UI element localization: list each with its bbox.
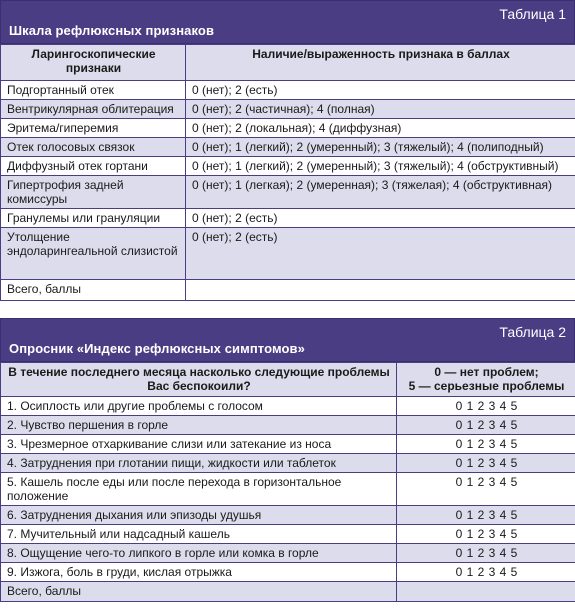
table-row bbox=[1, 582, 575, 602]
scale-option[interactable]: 0 bbox=[455, 475, 463, 489]
table-2 bbox=[0, 362, 575, 602]
scale-option[interactable]: 1 bbox=[466, 546, 474, 560]
table-2-body bbox=[1, 397, 575, 602]
scale-option[interactable]: 4 bbox=[499, 565, 507, 579]
score-cell: 0 (нет); 1 (легкий); 2 (умеренный); 3 (тяжелый); 4 (обструктивный) bbox=[186, 157, 575, 176]
question-cell: 1. Осиплость или другие проблемы с голосом bbox=[1, 397, 397, 416]
scale-option[interactable]: 2 bbox=[477, 437, 485, 451]
scale-option[interactable]: 0 bbox=[455, 565, 463, 579]
scale-option[interactable]: 3 bbox=[488, 475, 496, 489]
sign-cell: Подгортанный отек bbox=[1, 81, 186, 100]
scale-option[interactable]: 3 bbox=[488, 546, 496, 560]
table-row bbox=[1, 228, 575, 280]
table-row bbox=[1, 416, 575, 435]
scale-option[interactable]: 2 bbox=[477, 565, 485, 579]
scale-option[interactable]: 1 bbox=[466, 508, 474, 522]
sign-cell: Диффузный отек гортани bbox=[1, 157, 186, 176]
sign-cell: Всего, баллы bbox=[1, 280, 186, 301]
scale-option[interactable]: 1 bbox=[466, 475, 474, 489]
scale-cell bbox=[397, 525, 575, 544]
table-2-number: Таблица 2 bbox=[499, 324, 566, 340]
scale-option[interactable]: 3 bbox=[488, 399, 496, 413]
question-cell: 3. Чрезмерное отхаркивание слизи или затекание из носа bbox=[1, 435, 397, 454]
scale-option[interactable]: 1 bbox=[466, 418, 474, 432]
table-row bbox=[1, 119, 575, 138]
scale-option[interactable]: 5 bbox=[510, 546, 518, 560]
scale-option[interactable]: 4 bbox=[499, 527, 507, 541]
score-cell: 0 (нет); 1 (легкая); 2 (умеренная); 3 (тяжелая); 4 (обструктивная) bbox=[186, 176, 575, 209]
scale-option[interactable]: 4 bbox=[499, 508, 507, 522]
question-cell: 5. Кашель после еды или после перехода в горизонтальное положение bbox=[1, 473, 397, 506]
table-2-col1-header: В течение последнего месяца насколько следующие проблемы Вас беспокоили? bbox=[1, 363, 397, 397]
scale-cell bbox=[397, 454, 575, 473]
table-1-header bbox=[0, 0, 575, 44]
scale-cell bbox=[397, 435, 575, 454]
scale-option[interactable]: 5 bbox=[510, 527, 518, 541]
table-row bbox=[1, 454, 575, 473]
score-cell bbox=[186, 280, 575, 301]
scale-option[interactable]: 1 bbox=[466, 527, 474, 541]
scale-cell bbox=[397, 506, 575, 525]
scale-option[interactable]: 4 bbox=[499, 399, 507, 413]
score-cell: 0 (нет); 2 (есть) bbox=[186, 228, 575, 280]
scale-option[interactable]: 1 bbox=[466, 565, 474, 579]
table-1-col1-header: Ларингоскопические признаки bbox=[1, 45, 186, 81]
table-row bbox=[1, 525, 575, 544]
sign-cell: Гранулемы или грануляции bbox=[1, 209, 186, 228]
scale-option[interactable]: 2 bbox=[477, 399, 485, 413]
scale-option[interactable]: 3 bbox=[488, 456, 496, 470]
table-row bbox=[1, 280, 575, 301]
table-1-title: Шкала рефлюксных признаков bbox=[9, 23, 215, 38]
scale-option[interactable]: 0 bbox=[455, 399, 463, 413]
scale-cell bbox=[397, 582, 575, 602]
scale-cell bbox=[397, 563, 575, 582]
table-2-col2-header-line1: 0 — нет проблем; bbox=[434, 365, 539, 379]
scale-option[interactable]: 2 bbox=[477, 475, 485, 489]
scale-option[interactable]: 3 bbox=[488, 565, 496, 579]
question-cell: 2. Чувство першения в горле bbox=[1, 416, 397, 435]
question-cell: 8. Ощущение чего-то липкого в горле или комка в горле bbox=[1, 544, 397, 563]
sign-cell: Отек голосовых связок bbox=[1, 138, 186, 157]
scale-option[interactable]: 3 bbox=[488, 418, 496, 432]
score-cell: 0 (нет); 2 (есть) bbox=[186, 209, 575, 228]
score-cell: 0 (нет); 2 (частичная); 4 (полная) bbox=[186, 100, 575, 119]
table-2-block bbox=[0, 318, 575, 616]
scale-option[interactable]: 5 bbox=[510, 456, 518, 470]
question-cell: 4. Затруднения при глотании пищи, жидкости или таблеток bbox=[1, 454, 397, 473]
table-1-body bbox=[1, 81, 575, 301]
table-row bbox=[1, 397, 575, 416]
table-row bbox=[1, 209, 575, 228]
scale-option[interactable]: 2 bbox=[477, 527, 485, 541]
scale-cell bbox=[397, 397, 575, 416]
scale-option[interactable]: 2 bbox=[477, 546, 485, 560]
table-row bbox=[1, 138, 575, 157]
table-row bbox=[1, 176, 575, 209]
scale-option[interactable]: 2 bbox=[477, 418, 485, 432]
sign-cell: Утолщение эндоларингеальной слизистой bbox=[1, 228, 186, 280]
question-cell: 6. Затруднения дыхания или эпизоды удушья bbox=[1, 506, 397, 525]
table-2-col2-header-line2: 5 — серьезные проблемы bbox=[408, 379, 565, 393]
table-row bbox=[1, 435, 575, 454]
scale-option[interactable]: 0 bbox=[455, 418, 463, 432]
sign-cell: Гипертрофия задней комиссуры bbox=[1, 176, 186, 209]
table-1 bbox=[0, 44, 575, 301]
scale-cell bbox=[397, 416, 575, 435]
scale-cell bbox=[397, 473, 575, 506]
table-2-header bbox=[0, 318, 575, 362]
question-cell: 7. Мучительный или надсадный кашель bbox=[1, 525, 397, 544]
table-row bbox=[1, 473, 575, 506]
score-cell: 0 (нет); 1 (легкий); 2 (умеренный); 3 (тяжелый); 4 (полиподный) bbox=[186, 138, 575, 157]
table-row bbox=[1, 563, 575, 582]
scale-option[interactable]: 5 bbox=[510, 418, 518, 432]
scale-option[interactable]: 3 bbox=[488, 508, 496, 522]
scale-cell bbox=[397, 544, 575, 563]
scale-option[interactable]: 0 bbox=[455, 527, 463, 541]
scale-option[interactable]: 0 bbox=[455, 437, 463, 451]
score-cell: 0 (нет); 2 (есть) bbox=[186, 81, 575, 100]
scale-option[interactable]: 5 bbox=[510, 437, 518, 451]
table-2-col2-header bbox=[397, 363, 575, 397]
table-row bbox=[1, 81, 575, 100]
scale-option[interactable]: 4 bbox=[499, 456, 507, 470]
scale-option[interactable]: 4 bbox=[499, 475, 507, 489]
score-cell: 0 (нет); 2 (локальная); 4 (диффузная) bbox=[186, 119, 575, 138]
table-row bbox=[1, 506, 575, 525]
scale-option[interactable]: 5 bbox=[510, 565, 518, 579]
table-row bbox=[1, 100, 575, 119]
scale-option[interactable]: 2 bbox=[477, 456, 485, 470]
question-cell: Всего, баллы bbox=[1, 582, 397, 602]
scale-option[interactable]: 1 bbox=[466, 399, 474, 413]
table-row bbox=[1, 544, 575, 563]
scale-option[interactable]: 0 bbox=[455, 546, 463, 560]
scale-option[interactable]: 1 bbox=[466, 437, 474, 451]
scale-option[interactable]: 4 bbox=[499, 418, 507, 432]
scale-option[interactable]: 0 bbox=[455, 456, 463, 470]
question-cell: 9. Изжога, боль в груди, кислая отрыжка bbox=[1, 563, 397, 582]
scale-option[interactable]: 2 bbox=[477, 508, 485, 522]
scale-option[interactable]: 3 bbox=[488, 437, 496, 451]
scale-option[interactable]: 1 bbox=[466, 456, 474, 470]
scale-option[interactable]: 4 bbox=[499, 546, 507, 560]
sign-cell: Вентрикулярная облитерация bbox=[1, 100, 186, 119]
table-2-title: Опросник «Индекс рефлюксных симптомов» bbox=[9, 341, 305, 356]
sign-cell: Эритема/гиперемия bbox=[1, 119, 186, 138]
table-1-col2-header: Наличие/выраженность признака в баллах bbox=[186, 45, 575, 81]
table-row bbox=[1, 157, 575, 176]
scale-option[interactable]: 5 bbox=[510, 508, 518, 522]
scale-option[interactable]: 3 bbox=[488, 527, 496, 541]
scale-option[interactable]: 5 bbox=[510, 399, 518, 413]
scale-option[interactable]: 5 bbox=[510, 475, 518, 489]
scale-option[interactable]: 4 bbox=[499, 437, 507, 451]
table-1-number: Таблица 1 bbox=[499, 6, 566, 22]
scale-option[interactable]: 0 bbox=[455, 508, 463, 522]
